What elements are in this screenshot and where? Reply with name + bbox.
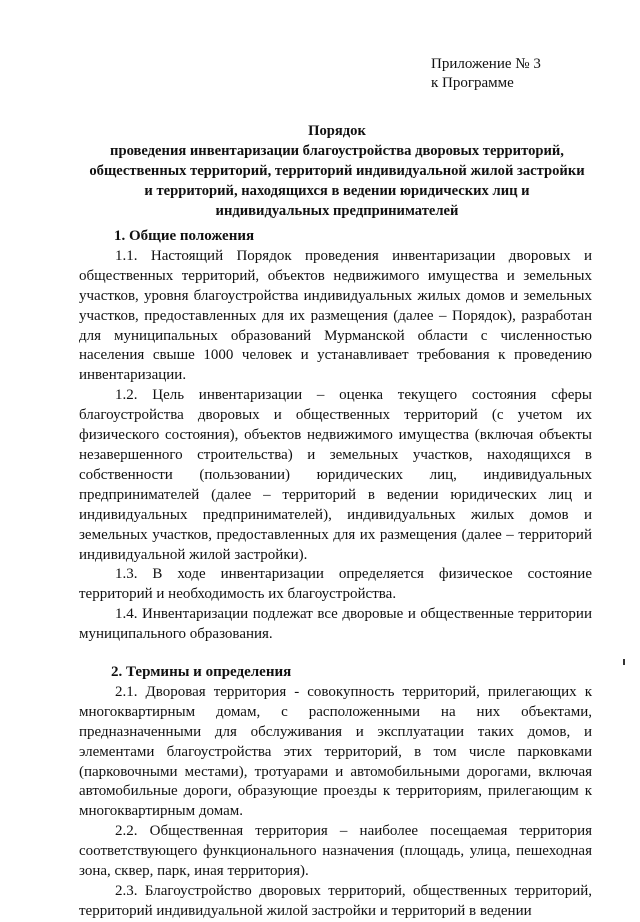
paragraph-1-2: 1.2. Цель инвентаризации – оценка текущего состояния сферы благоустройства дворовых и общественных территорий (с учетом их физического состояния), объектов недвижимого имущества (включая объекты незавершенного строительства) и земельных участков, находящихся в собственности (пользовании) юридических лиц, индивидуальных предпринимателей (далее – территорий в ведении юридических лиц и индивидуальных предпринимателей), индивидуальных жилых домов и земельных участков, предоставленных для их размещения (далее – территорий индивидуальной жилой застройки). [79, 387, 592, 563]
appendix-reference: к Программе [431, 75, 514, 91]
paragraph-2-2: 2.2. Общественная территория – наиболее посещаемая территория соответствующего функционального назначения (площадь, улица, пешеходная зона, сквер, парк, иная территория). [79, 823, 592, 880]
title-line-5: индивидуальных предпринимателей [215, 203, 459, 219]
section-2-heading: 2. Термины и определения [111, 664, 292, 681]
margin-mark [623, 659, 625, 665]
title-line-4: и территорий, находящихся в ведении юридических лиц и [144, 183, 530, 199]
appendix-number: Приложение № 3 [431, 56, 541, 72]
document-title [60, 121, 614, 221]
title-line-3: общественных территорий, территорий индивидуальной жилой застройки [89, 163, 585, 179]
appendix-note [431, 55, 541, 93]
paragraph-2-3: 2.3. Благоустройство дворовых территорий, общественных территорий, территорий индивидуальной жилой застройки и территорий в ведении [79, 883, 592, 919]
title-line-2: проведения инвентаризации благоустройства дворовых территорий, [110, 143, 564, 159]
paragraph-1-3: 1.3. В ходе инвентаризации определяется физическое состояние территорий и необходимость их благоустройства. [79, 566, 592, 603]
title-line-1: Порядок [308, 123, 366, 139]
paragraph-1-4: 1.4. Инвентаризации подлежат все дворовые и общественные территории муниципального образования. [79, 606, 592, 643]
document-body [79, 227, 592, 922]
paragraph-2-1: 2.1. Дворовая территория - совокупность территорий, прилегающих к многоквартирным домам, с расположенными на них объектами, предназначенными для обслуживания и эксплуатации таких домов, и элементами благоустройства этих территорий, в том числе парковками (парковочными местами), тротуарами и автомобильными дорогами, включая автомобильные дороги, образующие проезды к территориям, прилегающим к многоквартирным домам. [79, 683, 592, 820]
paragraph-1-1: 1.1. Настоящий Порядок проведения инвентаризации дворовых и общественных территорий, объектов недвижимого имущества и земельных участков, уровня благоустройства индивидуальных жилых домов и земельных участков, предоставленных для их размещения (далее – Порядок), разработан для муниципальных образований Мурманской области с численностью населения свыше 1000 человек и устанавливает требования к проведению инвентаризации. [79, 247, 592, 384]
section-1-heading: 1. Общие положения [114, 228, 255, 244]
